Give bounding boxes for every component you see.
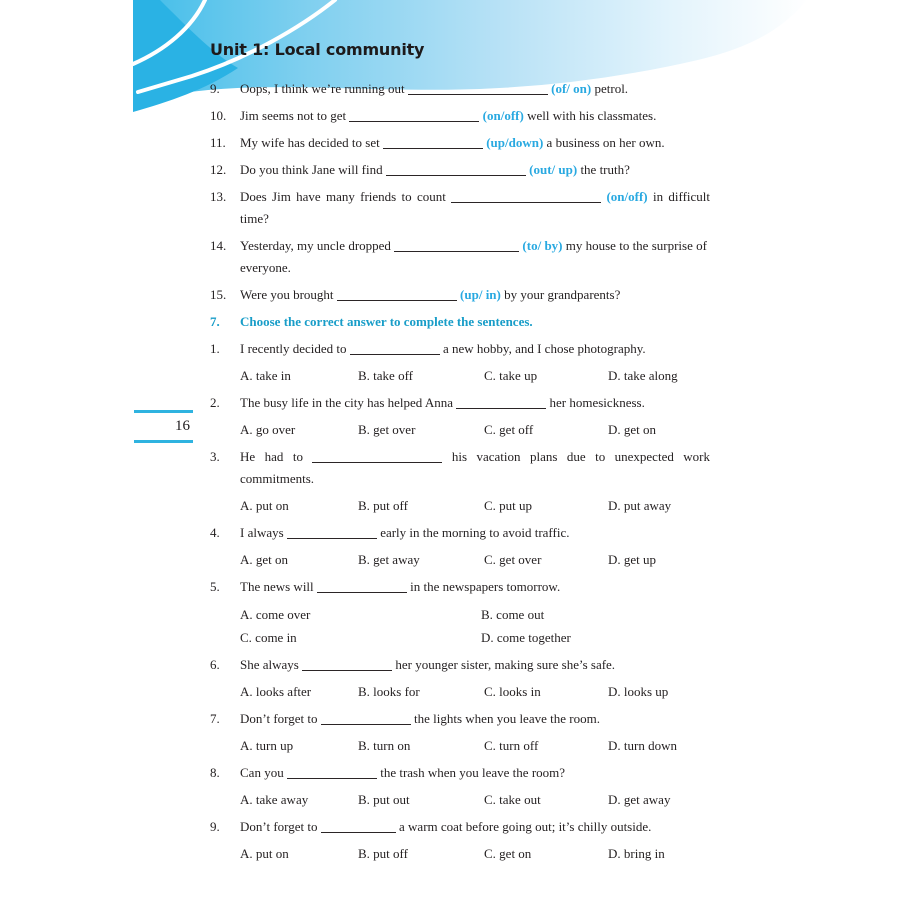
mcq-question-item xyxy=(210,762,711,811)
answer-blank xyxy=(317,580,407,593)
option-c: C. take up xyxy=(484,368,538,383)
choice-pair: (to/ by) xyxy=(522,238,563,253)
answer-blank xyxy=(394,239,519,252)
question-text: Don’t forget to the lights when you leave the room. xyxy=(240,711,600,726)
answer-blank xyxy=(408,82,548,95)
page-number-marker xyxy=(134,410,193,443)
option-b: B. get over xyxy=(358,422,416,437)
option-a: A. get on xyxy=(240,552,289,567)
choice-pair: (up/ in) xyxy=(460,287,501,302)
mcq-question-line xyxy=(210,762,711,784)
question-number: 3. xyxy=(210,449,220,464)
question-number: 2. xyxy=(210,395,220,410)
section-7-heading xyxy=(210,311,711,333)
question-number: 9. xyxy=(210,819,220,834)
option-c: C. come in xyxy=(240,630,297,645)
page-number-rule-bottom xyxy=(134,440,193,443)
option-a: A. take away xyxy=(240,792,309,807)
answer-blank xyxy=(321,820,396,833)
question-number: 4. xyxy=(210,525,220,540)
fill-question-item xyxy=(210,105,711,127)
question-text: The busy life in the city has helped Anna her homesickness. xyxy=(240,395,645,410)
answer-blank xyxy=(287,766,377,779)
question-text: Oops, I think we’re running out (of/ on) petrol. xyxy=(240,81,629,96)
choice-pair: (on/off) xyxy=(606,189,648,204)
question-number: 5. xyxy=(210,579,220,594)
mcq-question-item xyxy=(210,576,711,649)
question-number: 8. xyxy=(210,765,220,780)
question-number: 9. xyxy=(210,81,220,96)
mcq-question-item xyxy=(210,446,711,517)
section-number: 7. xyxy=(210,314,220,329)
mcq-question-line xyxy=(210,654,711,676)
option-b: B. come out xyxy=(481,607,545,622)
option-d: D. get up xyxy=(608,552,657,567)
option-a: A. put on xyxy=(240,846,289,861)
option-c: C. get over xyxy=(484,552,542,567)
answer-blank xyxy=(321,712,411,725)
answer-blank xyxy=(337,288,457,301)
option-b: B. looks for xyxy=(358,684,420,699)
question-number: 6. xyxy=(210,657,220,672)
answer-blank xyxy=(349,109,479,122)
question-number: 12. xyxy=(210,162,227,177)
option-row xyxy=(240,603,711,649)
question-text: The news will in the newspapers tomorrow. xyxy=(240,579,561,594)
mcq-question-item xyxy=(210,392,711,441)
option-b: B. put off xyxy=(358,498,408,513)
option-d: D. looks up xyxy=(608,684,669,699)
mcq-question-line xyxy=(210,446,711,490)
option-c: C. put up xyxy=(484,498,533,513)
option-row xyxy=(240,495,711,517)
question-text: My wife has decided to set (up/down) a business on her own. xyxy=(240,135,665,150)
question-number: 14. xyxy=(210,238,227,253)
question-number: 13. xyxy=(210,189,227,204)
mcq-question-line xyxy=(210,522,711,544)
option-c: C. looks in xyxy=(484,684,541,699)
option-row xyxy=(240,549,711,571)
fill-question-item xyxy=(210,186,711,230)
mcq-question-item xyxy=(210,654,711,703)
mcq-question-item xyxy=(210,522,711,571)
option-a: A. take in xyxy=(240,368,291,383)
question-number: 10. xyxy=(210,108,227,123)
mcq-question-line xyxy=(210,338,711,360)
section-title: Choose the correct answer to complete the sentences. xyxy=(240,314,533,329)
answer-blank xyxy=(386,163,526,176)
option-c: C. turn off xyxy=(484,738,539,753)
question-text: Don’t forget to a warm coat before going out; it’s chilly outside. xyxy=(240,819,652,834)
option-d: D. turn down xyxy=(608,738,677,753)
question-text: Jim seems not to get (on/off) well with his classmates. xyxy=(240,108,657,123)
option-d: D. take along xyxy=(608,368,678,383)
mcq-list xyxy=(210,338,711,865)
question-text: I always early in the morning to avoid traffic. xyxy=(240,525,570,540)
mcq-question-line xyxy=(210,392,711,414)
option-a: A. turn up xyxy=(240,738,294,753)
question-number: 1. xyxy=(210,341,220,356)
mcq-question-item xyxy=(210,816,711,865)
mcq-question-line xyxy=(210,576,711,598)
option-b: B. take off xyxy=(358,368,413,383)
option-b: B. put out xyxy=(358,792,410,807)
option-b: B. turn on xyxy=(358,738,411,753)
page-number: 16 xyxy=(175,418,190,434)
answer-blank xyxy=(456,396,546,409)
fill-question-item xyxy=(210,132,711,154)
option-a: A. come over xyxy=(240,607,311,622)
option-d: D. get away xyxy=(608,792,671,807)
question-text: Yesterday, my uncle dropped (to/ by) my house to the surprise of everyone. xyxy=(240,238,707,275)
option-row xyxy=(240,735,711,757)
question-text: He had to his vacation plans due to unexpected work commitments. xyxy=(240,449,711,486)
fill-question-item xyxy=(210,284,711,306)
option-b: B. get away xyxy=(358,552,420,567)
question-text: She always her younger sister, making sure she’s safe. xyxy=(240,657,616,672)
question-text: Do you think Jane will find (out/ up) the truth? xyxy=(240,162,630,177)
answer-blank xyxy=(350,342,440,355)
choice-pair: (up/down) xyxy=(486,135,544,150)
option-c: C. get on xyxy=(484,846,532,861)
option-d: D. put away xyxy=(608,498,672,513)
option-b: B. put off xyxy=(358,846,408,861)
option-row xyxy=(240,365,711,387)
question-text: I recently decided to a new hobby, and I chose photography. xyxy=(240,341,646,356)
choice-pair: (of/ on) xyxy=(551,81,592,96)
answer-blank xyxy=(451,190,601,203)
page-content xyxy=(210,40,711,870)
answer-blank xyxy=(312,450,442,463)
question-text: Were you brought (up/ in) by your grandparents? xyxy=(240,287,621,302)
option-c: C. get off xyxy=(484,422,534,437)
mcq-question-item xyxy=(210,708,711,757)
answer-blank xyxy=(302,658,392,671)
question-number: 15. xyxy=(210,287,227,302)
fill-question-item xyxy=(210,159,711,181)
answer-blank xyxy=(383,136,483,149)
question-number: 7. xyxy=(210,711,220,726)
option-d: D. come together xyxy=(481,630,571,645)
option-a: A. put on xyxy=(240,498,289,513)
page-title: Unit 1: Local community xyxy=(210,40,425,59)
choice-pair: (out/ up) xyxy=(529,162,578,177)
question-text: Does Jim have many friends to count (on/off) in difficult time? xyxy=(240,189,711,226)
answer-blank xyxy=(287,526,377,539)
option-d: D. get on xyxy=(608,422,657,437)
fill-question-item xyxy=(210,235,711,279)
mcq-question-line xyxy=(210,816,711,838)
mcq-question-line xyxy=(210,708,711,730)
option-d: D. bring in xyxy=(608,846,665,861)
question-number: 11. xyxy=(210,135,226,150)
option-a: A. go over xyxy=(240,422,296,437)
mcq-question-item xyxy=(210,338,711,387)
option-row xyxy=(240,419,711,441)
option-c: C. take out xyxy=(484,792,541,807)
option-a: A. looks after xyxy=(240,684,312,699)
option-row xyxy=(240,681,711,703)
choice-pair: (on/off) xyxy=(482,108,524,123)
fill-in-list xyxy=(210,78,711,306)
fill-question-item xyxy=(210,78,711,100)
option-row xyxy=(240,843,711,865)
option-row xyxy=(240,789,711,811)
question-text: Can you the trash when you leave the room? xyxy=(240,765,566,780)
